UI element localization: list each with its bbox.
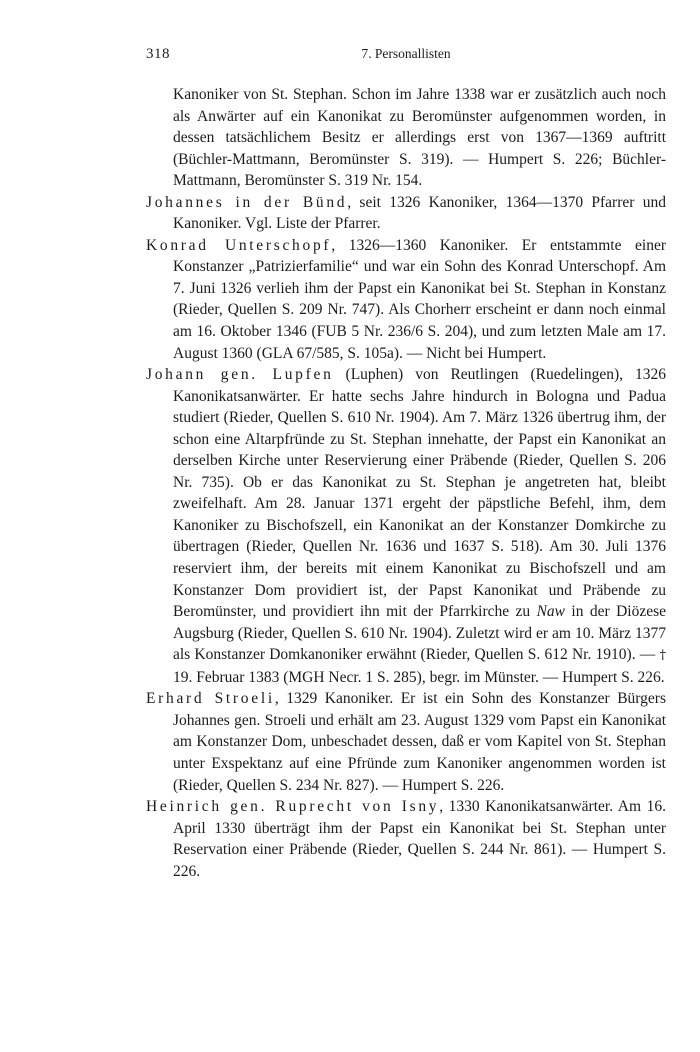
entry-erhard-stroeli	[146, 688, 666, 796]
entry-name: Konrad Unterschopf	[146, 236, 332, 254]
entry-list	[146, 84, 666, 882]
dagger-symbol: †	[659, 648, 666, 664]
page-header	[146, 46, 666, 70]
entry-heinrich-ruprecht	[146, 796, 666, 882]
entry-text: , 1329 Kanoniker. Er ist ein Sohn des Konstanzer Bürgers Johannes gen. Stroeli und erhält am 23. August 1329 vom Papst ein Kanonikat am Konstanzer Dom, unbeschadet dessen, daß er vom Kapitel von St. Stephan unter Exspektanz auf eine Pfründe zum Kanoniker angenommen worden ist (Rieder, Quellen S. 234 Nr. 827). — Humpert S. 226.	[173, 690, 666, 794]
page-number: 318	[146, 46, 170, 62]
entry-konrad-unterschopf	[146, 235, 666, 364]
entry-text: in der Diözese Augsburg (Rieder, Quellen S. 610 Nr. 1904). Zuletzt wird er am 10. März 1377 als Konstanzer Domkanoniker erwähnt (Rieder, Quellen S. 612 Nr. 1910). —	[173, 603, 666, 664]
entry-name: Erhard Stroeli	[146, 690, 275, 708]
entry-continuation	[146, 84, 666, 192]
entry-text: , 1326—1360 Kanoniker. Er entstammte einer Konstanzer „Patrizierfamilie“ und war ein Sohn des Konrad Unterschopf. Am 7. Juni 1326 verlieh ihm der Papst ein Kanonikat bei St. Stephan in Konstanz (Rieder, Quellen S. 209 Nr. 747). Als Chorherr erscheint er dann noch einmal am 16. Oktober 1346 (FUB 5 Nr. 236/6 S. 204), und zum letzten Male am 17. August 1360 (GLA 67/585, S. 105a). — Nicht bei Humpert.	[173, 236, 666, 362]
entry-name: Heinrich gen. Ruprecht von Isny	[146, 798, 440, 816]
running-title: 7. Personallisten	[361, 46, 451, 61]
entry-name: Johann gen. Lupfen	[146, 366, 334, 384]
entry-johann-lupfen	[146, 364, 666, 688]
entry-text: , seit 1326 Kanoniker, 1364—1370 Pfarrer und Kanoniker. Vgl. Liste der Pfarrer.	[173, 193, 666, 233]
place-name-italic: Naw	[536, 603, 565, 621]
entry-text: Kanoniker von St. Stephan. Schon im Jahre 1338 war er zusätzlich auch noch als Anwärter auf ein Kanonikat zu Beromünster aufgenommen worden, in dessen tatsächlichem Besitz er allerdings erst von 1367—1369 auftritt (Büchler-Mattmann, Beromünster S. 319). — Humpert S. 226; Büchler-Mattmann, Beromünster S. 319 Nr. 154.	[173, 86, 666, 190]
entry-text: , 1330 Kanonikatsanwärter. Am 16. April 1330 überträgt ihm der Papst ein Kanonikat bei St. Stephan unter Reservation einer Präbende (Rieder, Quellen S. 244 Nr. 861). — Humpert S. 226.	[173, 798, 666, 880]
entry-text: (Luphen) von Reutlingen (Ruedelingen), 1326 Kanonikatsanwärter. Er hatte sechs Jahre hindurch in Bologna und Padua studiert (Rieder, Quellen S. 610 Nr. 1904). Am 7. März 1326 übertrug ihm, der schon eine Altarpfründe zu St. Stephan innehatte, der Papst ein Kanonikat an derselben Kirche unter Reservierung einer Präbende (Rieder, Quellen S. 206 Nr. 735). Ob er das Kanonikat zu St. Stephan je angetreten hat, bleibt zweifelhaft. Am 28. Januar 1371 ergeht der päpstliche Befehl, ihm, dem Kanoniker zu Bischofszell, ein Kanonikat an der Konstanzer Domkirche zu übertragen (Rieder, Quellen Nr. 1636 und 1637 S. 518). Am 30. Juli 1376 reserviert ihm, der bereits mit einem Kanonikat zu Bischofszell und am Konstanzer Dom providiert ist, der Papst Kanonikat und Präbende zu Beromünster, und providiert ihn mit der Pfarrkirche zu	[173, 366, 666, 621]
entry-johannes-in-der-buend	[146, 192, 666, 235]
entry-text: 19. Februar 1383 (MGH Necr. 1 S. 285), begr. im Münster. — Humpert S. 226.	[173, 668, 665, 686]
entry-name: Johannes in der Bünd	[146, 193, 348, 211]
